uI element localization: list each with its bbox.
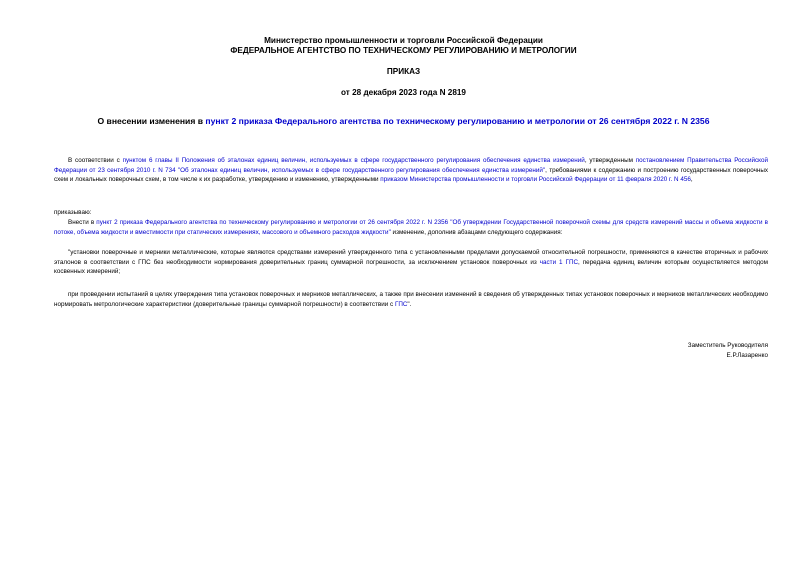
signatory-name: Е.Р.Лазаренко bbox=[726, 352, 768, 359]
p1-link-regulation[interactable]: пунктом 6 главы II Положения об эталонах единиц величин, используемых в сфере государственного регулирования обеспечения единства измерений bbox=[122, 157, 585, 164]
p4-link-gps[interactable]: ГПС bbox=[394, 300, 408, 308]
paragraph-basis bbox=[54, 156, 768, 185]
p3-link-gps-part-1[interactable]: части 1 ГПС bbox=[539, 258, 579, 266]
signatory-position: Заместитель Руководителя bbox=[687, 342, 768, 349]
p4-text-2: ". bbox=[407, 300, 412, 308]
p2-text-1: Внести в bbox=[68, 219, 97, 226]
title-prefix: О внесении изменения в bbox=[97, 116, 206, 126]
paragraph-amendment bbox=[54, 218, 768, 237]
prikazyvayu-text: приказываю: bbox=[54, 209, 92, 216]
p4-text-1: при проведении испытаний в целях утверждения типа установок поверочных и мерников металлических, а также при внесении изменений в сведения об утвержденных типах установок поверочных и мерников металлических необходимо нормировать метрологические характеристики (доверительные границы суммарной погрешности) в соответствии с bbox=[54, 291, 768, 308]
paragraph-testing bbox=[54, 290, 768, 309]
order-date-number: от 28 декабря 2023 года N 2819 bbox=[341, 88, 466, 97]
p1-text-1: В соответствии с bbox=[68, 157, 123, 164]
agency-name: ФЕДЕРАЛЬНОЕ АГЕНТСТВО ПО ТЕХНИЧЕСКОМУ РЕГУЛИРОВАНИЮ И МЕТРОЛОГИИ bbox=[230, 46, 577, 55]
p1-link-government-decree[interactable]: постановлением Правительства Российской Федерации от 23 сентября 2010 г. N 734 "Об эталонах единиц величин, используемых в сфере государственного регулирования обеспечения единства измерений" bbox=[54, 157, 769, 174]
document-title bbox=[0, 116, 807, 127]
p1-text-3: , требованиями к содержанию и построению государственных поверочных схем и локальных поверочных схем, в том числе к их разработке, утверждению и изменению, утвержденными bbox=[54, 166, 768, 184]
p3-text-1: "установки поверочные и мерники металлические, которые являются средствами измерений утвержденного типа с установленными пределами допускаемой относительной погрешности, применяются в качестве вторичных и рабочих эталонов в соответствии с ГПС без необходимости нормирования доверительных границ суммарной погрешности, за исключением установок поверочных из bbox=[54, 249, 768, 266]
p2-text-2: изменение, дополнив абзацами следующего содержания: bbox=[390, 228, 563, 236]
order-type: ПРИКАЗ bbox=[386, 67, 421, 76]
paragraph-installations bbox=[54, 248, 768, 277]
p1-link-ministry-order[interactable]: приказом Министерства промышленности и торговли Российской Федерации от 11 февраля 2020 г. N 456 bbox=[380, 176, 691, 184]
title-link[interactable]: пункт 2 приказа Федерального агентства по техническому регулированию и метрологии от 26 сентября 2022 г. N 2356 bbox=[205, 116, 710, 126]
p2-link-order-2356[interactable]: пункт 2 приказа Федерального агентства по техническому регулированию и метрологии от 26 сентября 2022 г. N 2356 "Об утверждении Государственной поверочной схемы для средств измерений массы и объема жидкости в потоке, объема жидкости и вместимости при статических измерениях, массового и объемного расходов жидкости" bbox=[54, 219, 768, 236]
p1-text-4: , bbox=[690, 176, 693, 184]
p3-text-2: , передача единиц величин которым осуществляется методом косвенных измерений; bbox=[54, 258, 769, 276]
ministry-name: Министерство промышленности и торговли Российской Федерации bbox=[264, 36, 543, 45]
p1-text-2: , утвержденным bbox=[584, 157, 636, 164]
